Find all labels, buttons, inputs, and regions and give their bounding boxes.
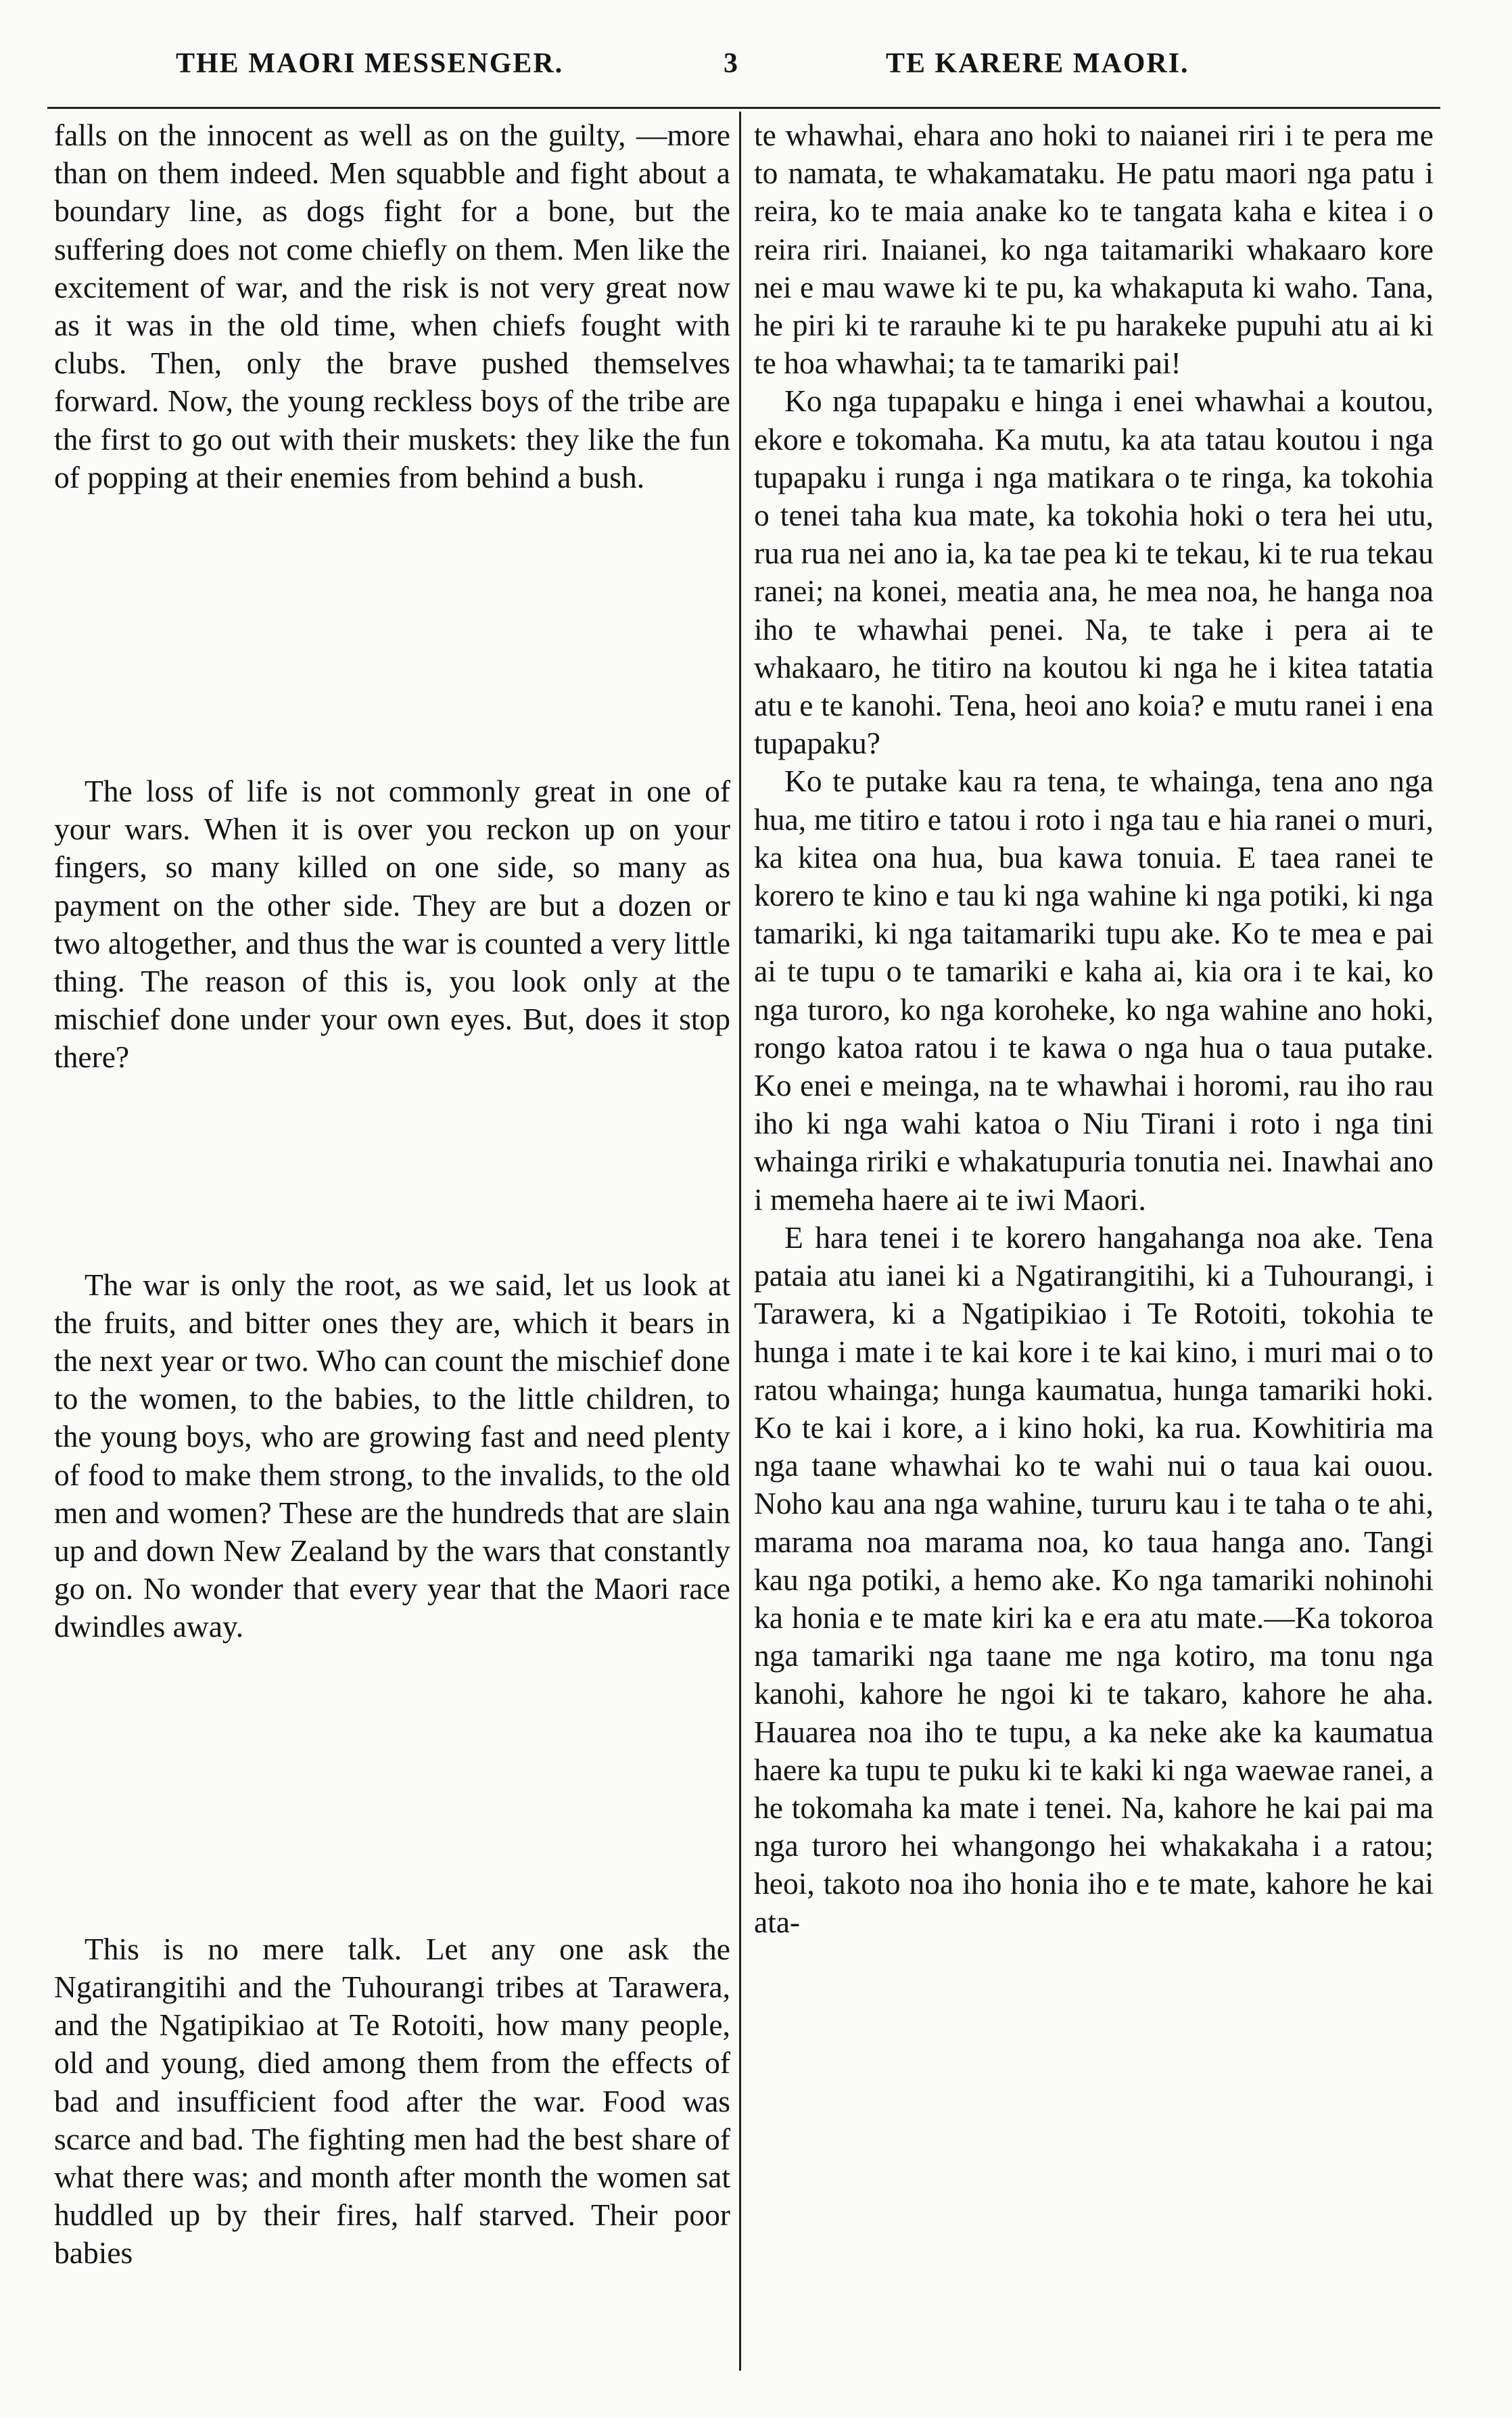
column-gap — [54, 1646, 730, 1930]
column-divider — [739, 112, 741, 2371]
maori-paragraph-1: te whawhai, ehara ano hoki to naianei riri i te pera me to namata, te whakamataku. He patu maori nga patu i reira, ko te maia anake ko te tangata kaha e kitea i o reira riri. Inaianei, ko nga taitamariki whakaaro kore nei e mau wawe ki te pu, ka whakaputa ki waho. Tana, he piri ki te rarauhe ki te pu harakeke pupuhi atu ai ki te hoa whawhai; ta te tamariki pai! — [754, 118, 1434, 381]
english-paragraph-2: The loss of life is not commonly great in one of your wars. When it is over you reckon up on your fingers, so many killed on one side, so many as payment on the other side. They are but a dozen or two altogether, and thus the war is counted a very little thing. The reason of this is, you look only at the mischief done under your own eyes. But, does it stop there? — [54, 774, 730, 1075]
english-paragraph-1: falls on the innocent as well as on the guilty, —more than on them indeed. Men squabble and fight about a boundary line, as dogs fight for a bone, but the suffering does not come chiefly on them. Men like the excitement of war, and the risk is not very great now as it was in the old time, when chiefs fought with clubs. Then, only the brave pushed themselves forward. Now, the young reckless boys of the tribe are the first to go out with their muskets: they like the fun of popping at their enemies from behind a bush. — [54, 118, 730, 494]
column-gap — [54, 1077, 730, 1266]
column-gap — [54, 496, 730, 772]
page-number: 3 — [724, 48, 739, 79]
header-rule — [47, 107, 1440, 109]
maori-paragraph-3: Ko te putake kau ra tena, te whainga, tena ano nga hua, me titiro e tatou i roto i nga tau e hia ranei o muri, ka kitea ona hua, bua kawa tonuia. E taea ranei te korero te kino e tau ki nga wahine ki nga potiki, ki nga tamariki, ki nga taitamariki tupu ake. Ko te mea e pai ai te tupu o te tamariki e kaha ai, kia ora i te kai, ko nga turoro, ko nga koroheke, ko nga wahine ano hoki, rongo katoa ratou i te kawa o nga hua o taua putake. Ko enei e meinga, na te whawhai i horomi, rau iho rau iho ki nga wahi katoa o Niu Tirani i roto i nga tini whainga ririki e whakatupuria tonutia nei. Inawhai ano i memeha haere ai te iwi Maori. — [754, 764, 1434, 1217]
maori-column — [754, 116, 1434, 2369]
header-title-english: THE MAORI MESSENGER. — [176, 48, 564, 79]
english-paragraph-4: This is no mere talk. Let any one ask the Ngatirangitihi and the Tuhourangi tribes at Tarawera, and the Ngatipikiao at Te Rotoiti, how many people, old and young, died among them from the effects of bad and insufficient food after the war. Food was scarce and bad. The fighting men had the best share of what there was; and month after month the women sat huddled up by their fires, half starved. Their poor babies — [54, 1931, 730, 2271]
page-header — [47, 47, 1467, 95]
maori-paragraph-4: E hara tenei i te korero hangahanga noa ake. Tena pataia atu ianei ki a Ngatirangitihi, ki a Tuhourangi, i Tarawera, ki a Ngatipikiao i Te Rotoiti, tokohia te hunga i mate i te kai kore i te kai kino, i muri mai o to ratou whainga; hunga kaumatua, hunga tamariki hoki. Ko te kai i kore, a i kino hoki, ka rua. Kowhitiria ma nga taane whawhai ko te wahi nui o taua kai ouou. Noho kau ana nga wahine, tururu kau i te taha o te ahi, marama noa marama noa, ko taua hanga ano. Tangi kau nga potiki, a hemo ake. Ko nga tamariki nohinohi ka honia e te mate kiri ka e era atu mate.—Ka tokoroa nga tamariki nga taane me nga kotiro, ma tonu nga kanohi, kahore he ngoi ki te takaro, kahore he aha. Hauarea noa iho te tupu, a ka neke ake ka kaumatua haere ka tupu te puku ki te kaki ki nga waewae ranei, a he tokomaha ka mate i tenei. Na, kahore he kai pai ma nga turoro hei whangongo hei whakakaha i a ratou; heoi, takoto noa iho honia iho e te mate, kahore he kai ata- — [754, 1219, 1434, 1939]
header-title-maori: TE KARERE MAORI. — [886, 48, 1189, 79]
english-column — [54, 116, 730, 2369]
maori-paragraph-2: Ko nga tupapaku e hinga i enei whawhai a koutou, ekore e tokomaha. Ka mutu, ka ata tatau koutou i nga tupapaku i runga i nga matikara o te ringa, ka tokohia o tenei taha kua mate, ka tokohia hoki o tera hei utu, rua rua nei ano ia, ka tae pea ki te tekau, ki te rua tekau ranei; na konei, meatia ana, he mea noa, he hanga noa iho te whawhai penei. Na, te take i pera ai te whakaaro, he titiro na koutou ki nga he i kitea tatatia atu e te kanohi. Tena, heoi ano koia? e mutu ranei i ena tupapaku? — [754, 383, 1434, 761]
english-paragraph-3: The war is only the root, as we said, let us look at the fruits, and bitter ones they are, which it bears in the next year or two. Who can count the mischief done to the women, to the babies, to the little children, to the young boys, who are growing fast and need plenty of food to make them strong, to the invalids, to the old men and women? These are the hundreds that are slain up and down New Zealand by the wars that constantly go on. No wonder that every year that the Maori race dwindles away. — [54, 1267, 730, 1644]
